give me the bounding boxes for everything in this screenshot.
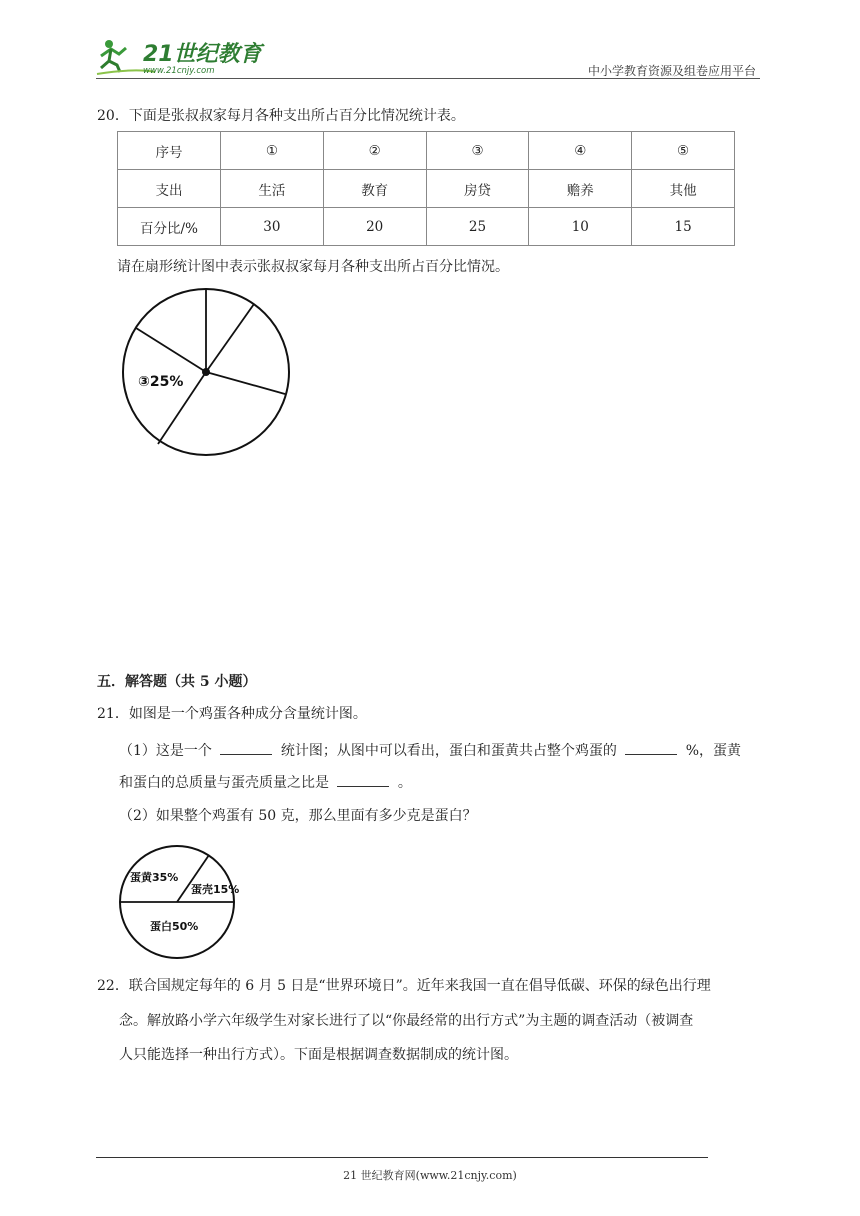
- table-cell: ①: [221, 132, 324, 170]
- pie-sector-label: ③25%: [138, 374, 184, 390]
- table-cell: 教育: [323, 170, 426, 208]
- svg-text:www.21cnjy.com: www.21cnjy.com: [143, 66, 215, 76]
- table-cell: 赡养: [529, 170, 632, 208]
- table-row: [118, 132, 735, 170]
- text: 和蛋白的总质量与蛋壳质量之比是: [119, 775, 329, 791]
- section-title: 五．解答题（共 5 小题）: [97, 674, 257, 690]
- q22-line3: 人只能选择一种出行方式）。下面是根据调查数据制成的统计图。: [119, 1047, 518, 1063]
- row-header: 支出: [118, 170, 221, 208]
- table-row: [118, 208, 735, 246]
- platform-name: 中小学教育资源及组卷应用平台: [587, 64, 756, 78]
- table-cell: ②: [323, 132, 426, 170]
- answer-blank[interactable]: [625, 742, 677, 755]
- table-cell: 其他: [632, 170, 735, 208]
- pie-divider: [136, 328, 206, 372]
- q21-part2: （2）如果整个鸡蛋有 50 克，那么里面有多少克是蛋白？: [119, 808, 477, 824]
- runner-logo-icon: [95, 34, 265, 78]
- text: 。: [397, 775, 412, 791]
- footer-text: 21 世纪教育网(www.21cnjy.com): [343, 1169, 517, 1182]
- egg-pie-chart: [113, 840, 243, 960]
- row-header: 序号: [118, 132, 221, 170]
- table-cell: ③: [426, 132, 529, 170]
- text: %，蛋黄: [685, 743, 742, 759]
- text: 统计图；从图中可以看出，蛋白和蛋黄共占整个鸡蛋的: [280, 743, 617, 759]
- site-logo: [95, 34, 265, 78]
- footer-divider: [96, 1157, 708, 1158]
- svg-text:21世纪教育: 21世纪教育: [143, 42, 262, 67]
- blank-pie-chart: [118, 284, 294, 460]
- table-cell: 房贷: [426, 170, 529, 208]
- header-divider: [96, 78, 760, 79]
- table-cell: ④: [529, 132, 632, 170]
- table-cell: 20: [323, 208, 426, 246]
- table-row: [118, 170, 735, 208]
- q22-line2: 念。解放路小学六年级学生对家长进行了以“你最经常的出行方式”为主题的调查活动（被调查: [119, 1013, 694, 1029]
- table-cell: 10: [529, 208, 632, 246]
- answer-blank[interactable]: [220, 742, 272, 755]
- pie-center-dot: [202, 368, 210, 376]
- row-header: 百分比/%: [118, 208, 221, 246]
- q20-stem: 20．下面是张叔叔家每月各种支出所占百分比情况统计表。: [97, 108, 465, 124]
- q21-part1: [119, 741, 741, 761]
- q22-line1: 22．联合国规定每年的 6 月 5 日是“世界环境日”。近年来我国一直在倡导低碳、环保的绿色出行理: [97, 978, 711, 994]
- slice-label-white: 蛋白50%: [150, 920, 199, 933]
- slice-label-shell: 蛋壳15%: [191, 883, 240, 896]
- q21-part1-cont: [119, 773, 412, 793]
- answer-blank[interactable]: [337, 774, 389, 787]
- pie-divider: [206, 372, 285, 394]
- q21-stem: 21．如图是一个鸡蛋各种成分含量统计图。: [97, 706, 367, 722]
- expense-table: [117, 131, 735, 246]
- table-cell: 30: [221, 208, 324, 246]
- slice-label-yolk: 蛋黄35%: [130, 871, 179, 884]
- table-cell: 25: [426, 208, 529, 246]
- q20-instruction: 请在扇形统计图中表示张叔叔家每月各种支出所占百分比情况。: [117, 259, 509, 275]
- table-cell: ⑤: [632, 132, 735, 170]
- text: （1）这是一个: [119, 743, 212, 759]
- table-cell: 15: [632, 208, 735, 246]
- pie-divider: [206, 304, 254, 372]
- table-cell: 生活: [221, 170, 324, 208]
